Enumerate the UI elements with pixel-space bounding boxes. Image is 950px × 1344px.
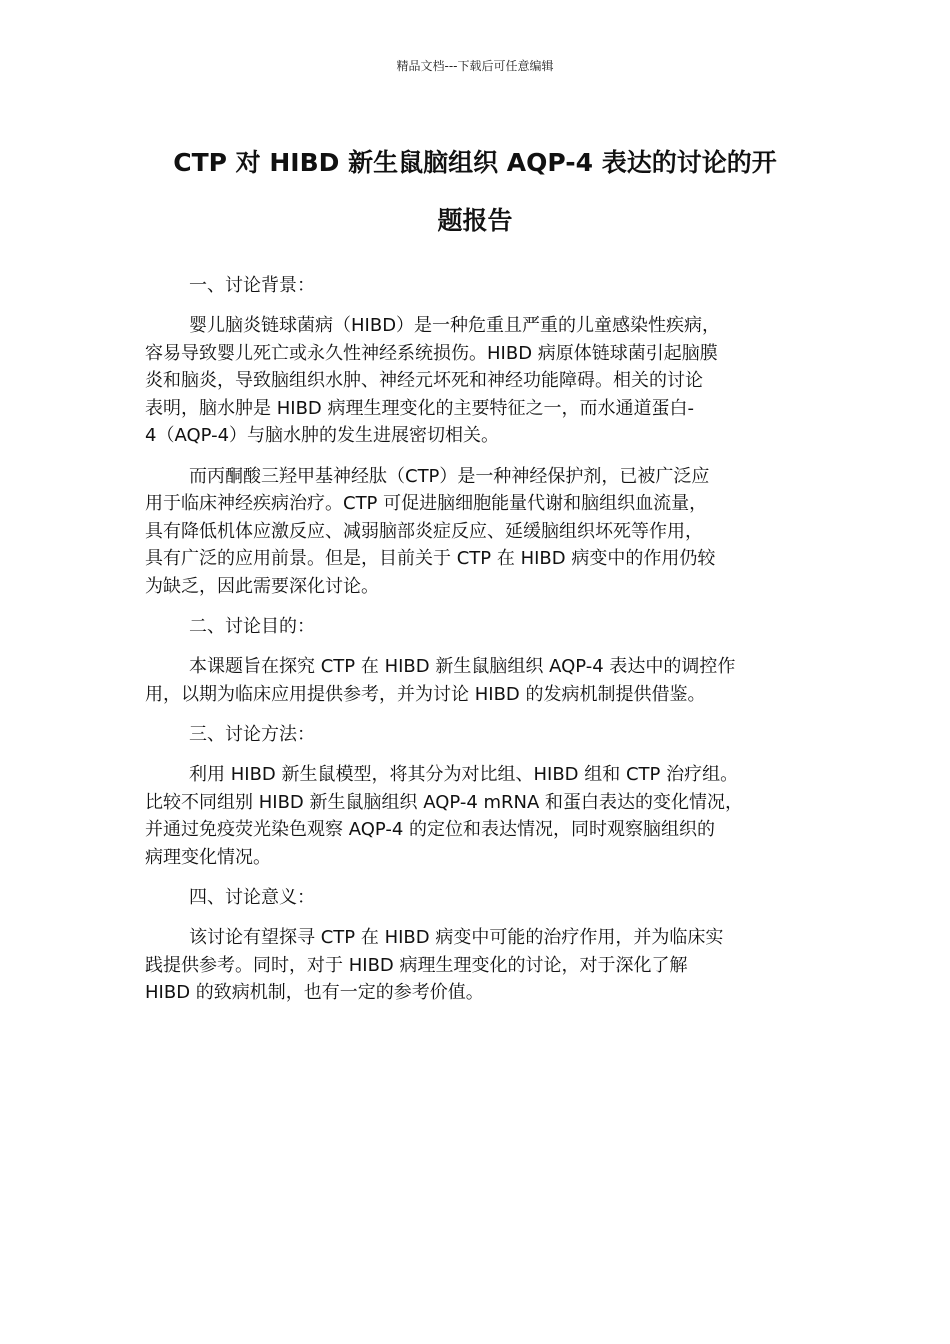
section-methods [145,721,815,871]
section-heading: 三、讨论方法： [189,724,315,745]
paragraph-line: 具有广泛的应用前景。但是，目前关于 CTP 在 HIBD 病变中的作用仍较 [145,548,716,569]
paragraph [145,312,815,450]
paragraph-line: 病理变化情况。 [145,846,271,868]
paragraph-line: 该讨论有望探寻 CTP 在 HIBD 病变中可能的治疗作用，并为临床实 [189,927,724,948]
title-line: CTP 对 HIBD 新生鼠脑组织 AQP-4 表达的讨论的开 [173,148,777,177]
paragraph-line: 炎和脑炎，导致脑组织水肿、神经元坏死和神经功能障碍。相关的讨论 [145,370,703,391]
section-heading: 四、讨论意义： [189,887,315,908]
paragraph-line: 践提供参考。同时，对于 HIBD 病理生理变化的讨论，对于深化了解 [145,954,688,976]
title-line: 题报告 [437,206,513,235]
paragraph-line: HIBD 的致病机制，也有一定的参考价值。 [145,982,484,1003]
paragraph-line: 容易导致婴儿死亡或永久性神经系统损伤。HIBD 病原体链球菌引起脑膜 [145,342,718,364]
document-body [145,272,815,1020]
paragraph-line: 具有降低机体应激反应、减弱脑部炎症反应、延缓脑组织坏死等作用， [145,520,703,542]
section-heading: 二、讨论目的： [189,616,315,637]
paragraph-line: 而丙酮酸三羟甲基神经肽（CTP）是一种神经保护剂，已被广泛应 [189,465,710,487]
paragraph-line: 为缺乏，因此需要深化讨论。 [145,575,379,597]
paragraph [145,463,815,601]
paragraph-line: 用，以期为临床应用提供参考，并为讨论 HIBD 的发病机制提供借鉴。 [145,683,706,705]
paragraph-line: 利用 HIBD 新生鼠模型，将其分为对比组、HIBD 组和 CTP 治疗组。 [189,764,739,785]
paragraph [145,761,815,871]
paragraph-line: 4（AQP-4）与脑水肿的发生进展密切相关。 [145,425,500,446]
paragraph-line: 婴儿脑炎链球菌病（HIBD）是一种危重且严重的儿童感染性疾病， [189,315,721,336]
document-title [130,134,820,250]
paragraph-line: 表明，脑水肿是 HIBD 病理生理变化的主要特征之一，而水通道蛋白- [145,397,694,419]
section-significance [145,884,815,1007]
paragraph-line: 本课题旨在探究 CTP 在 HIBD 新生鼠脑组织 AQP-4 表达中的调控作 [189,656,736,677]
section-background [145,272,815,600]
paragraph [145,653,815,708]
paragraph-line: 并通过免疫荧光染色观察 AQP-4 的定位和表达情况，同时观察脑组织的 [145,819,716,840]
paragraph-line: 比较不同组别 HIBD 新生鼠脑组织 AQP-4 mRNA 和蛋白表达的变化情况， [145,791,744,813]
section-purpose [145,613,815,708]
page-header-watermark: 精品文档---下载后可任意编辑 [396,59,554,73]
paragraph [145,924,815,1007]
paragraph-line: 用于临床神经疾病治疗。CTP 可促进脑细胞能量代谢和脑组织血流量， [145,493,708,514]
section-heading: 一、讨论背景： [189,275,315,296]
